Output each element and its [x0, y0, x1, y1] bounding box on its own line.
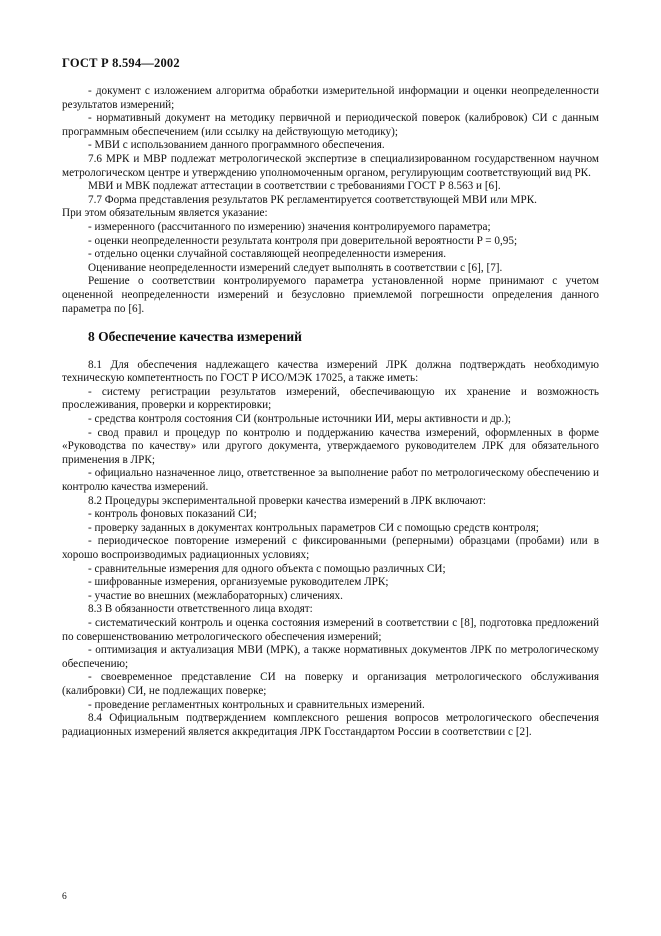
paragraph: - свод правил и процедур по контролю и поддержанию качества измерений, оформленных в форме «Руководства по качеству» или другого документа, утверждаемого руководителем ЛРК для обязательного применения в ЛРК; — [62, 426, 599, 466]
paragraph: Оценивание неопределенности измерений следует выполнять в соответствии с [6], [7]. — [88, 261, 503, 274]
paragraph: 8.1 Для обеспечения надлежащего качества измерений ЛРК должна подтверждать необходимую техническую компетентность по ГОСТ Р ИСО/МЭК 17025, а также иметь: — [62, 358, 599, 385]
paragraph: - МВИ с использованием данного программного обеспечения. — [88, 139, 385, 152]
paragraph: - своевременное представление СИ на поверку и организация метрологического обслуживания (калибровки) СИ, не подлежащих поверке; — [62, 671, 599, 697]
paragraph: - контроль фоновых показаний СИ; — [88, 508, 257, 521]
paragraph: - документ с изложением алгоритма обработки измерительной информации и оценки неопределенности результатов измерений; — [62, 85, 599, 111]
paragraph: - участие во внешних (межлабораторных) сличениях. — [88, 589, 343, 602]
paragraph: При этом обязательным является указание: — [62, 207, 268, 220]
paragraph: - измеренного (рассчитанного по измерению) значения контролируемого параметра; — [88, 220, 491, 233]
document-header: ГОСТ Р 8.594—2002 — [62, 56, 180, 70]
paragraph: - систематический контроль и оценка состояния измерений в соответствии с [8], подготовка предложений по совершенствованию метрологического обеспечения измерений; — [62, 616, 599, 643]
paragraph: - официально назначенное лицо, ответственное за выполнение работ по метрологическому обеспечению и контролю качества измерений. — [62, 467, 599, 494]
paragraph: 7.7 Форма представления результатов РК регламентируется соответствующей МВИ или МРК. — [88, 193, 537, 206]
paragraph: - отдельно оценки случайной составляющей неопределенности измерения. — [88, 248, 447, 261]
paragraph: - проведение регламентных контрольных и сравнительных измерений. — [88, 698, 425, 711]
paragraph: - сравнительные измерения для одного объекта с помощью различных СИ; — [88, 562, 446, 575]
paragraph: - систему регистрации результатов измерений, обеспечивающую их хранение и возможность прослеживания, проверки и корректировки; — [62, 385, 599, 412]
paragraph: - оценки неопределенности результата контроля при доверительной вероятности P = 0,95; — [88, 234, 518, 247]
paragraph: - средства контроля состояния СИ (контрольные источники ИИ, меры активности и др.); — [88, 413, 512, 426]
paragraph: 8.4 Официальным подтверждением комплексного решения вопросов метрологического обеспечения радиационных измерений является аккредитация ЛРК Госстандартом России в соответствии с [2]. — [62, 712, 599, 738]
document-body — [62, 85, 599, 739]
paragraph: - нормативный документ на методику первичной и периодической поверок (калибровок) СИ с данным программным обеспечением (или ссылку на действующую методику); — [62, 112, 599, 138]
paragraph: - оптимизация и актуализация МВИ (МРК), а также нормативных документов ЛРК по метрологическому обеспечению; — [62, 644, 599, 670]
paragraph: Решение о соответствии контролируемого параметра установленной норме принимают с учетом оцененной неопределенности измерений и безусловно приемлемой погрешности определения данного параметра по [6]. — [62, 275, 599, 315]
paragraph: 8.3 В обязанности ответственного лица входят: — [88, 603, 313, 616]
paragraph: - проверку заданных в документах контрольных параметров СИ с помощью средств контроля; — [88, 521, 539, 534]
paragraph: - периодическое повторение измерений с фиксированными (реперными) образцами (пробами) или в хорошо воспроизводимых радиационных условиях; — [62, 535, 599, 561]
paragraph: МВИ и МВК подлежат аттестации в соответствии с требованиями ГОСТ Р 8.563 и [6]. — [88, 180, 501, 193]
paragraph: - шифрованные измерения, организуемые руководителем ЛРК; — [88, 576, 389, 589]
page-number: 6 — [62, 892, 67, 902]
section-title: 8 Обеспечение качества измерений — [88, 329, 302, 345]
paragraph: 7.6 МРК и МВР подлежат метрологической экспертизе в специализированном государственном научном метрологическом центре и утверждению уполномоченным органом, регулирующим соответствующий вид РК. — [62, 152, 599, 179]
paragraph: 8.2 Процедуры экспериментальной проверки качества измерений в ЛРК включают: — [88, 494, 487, 507]
